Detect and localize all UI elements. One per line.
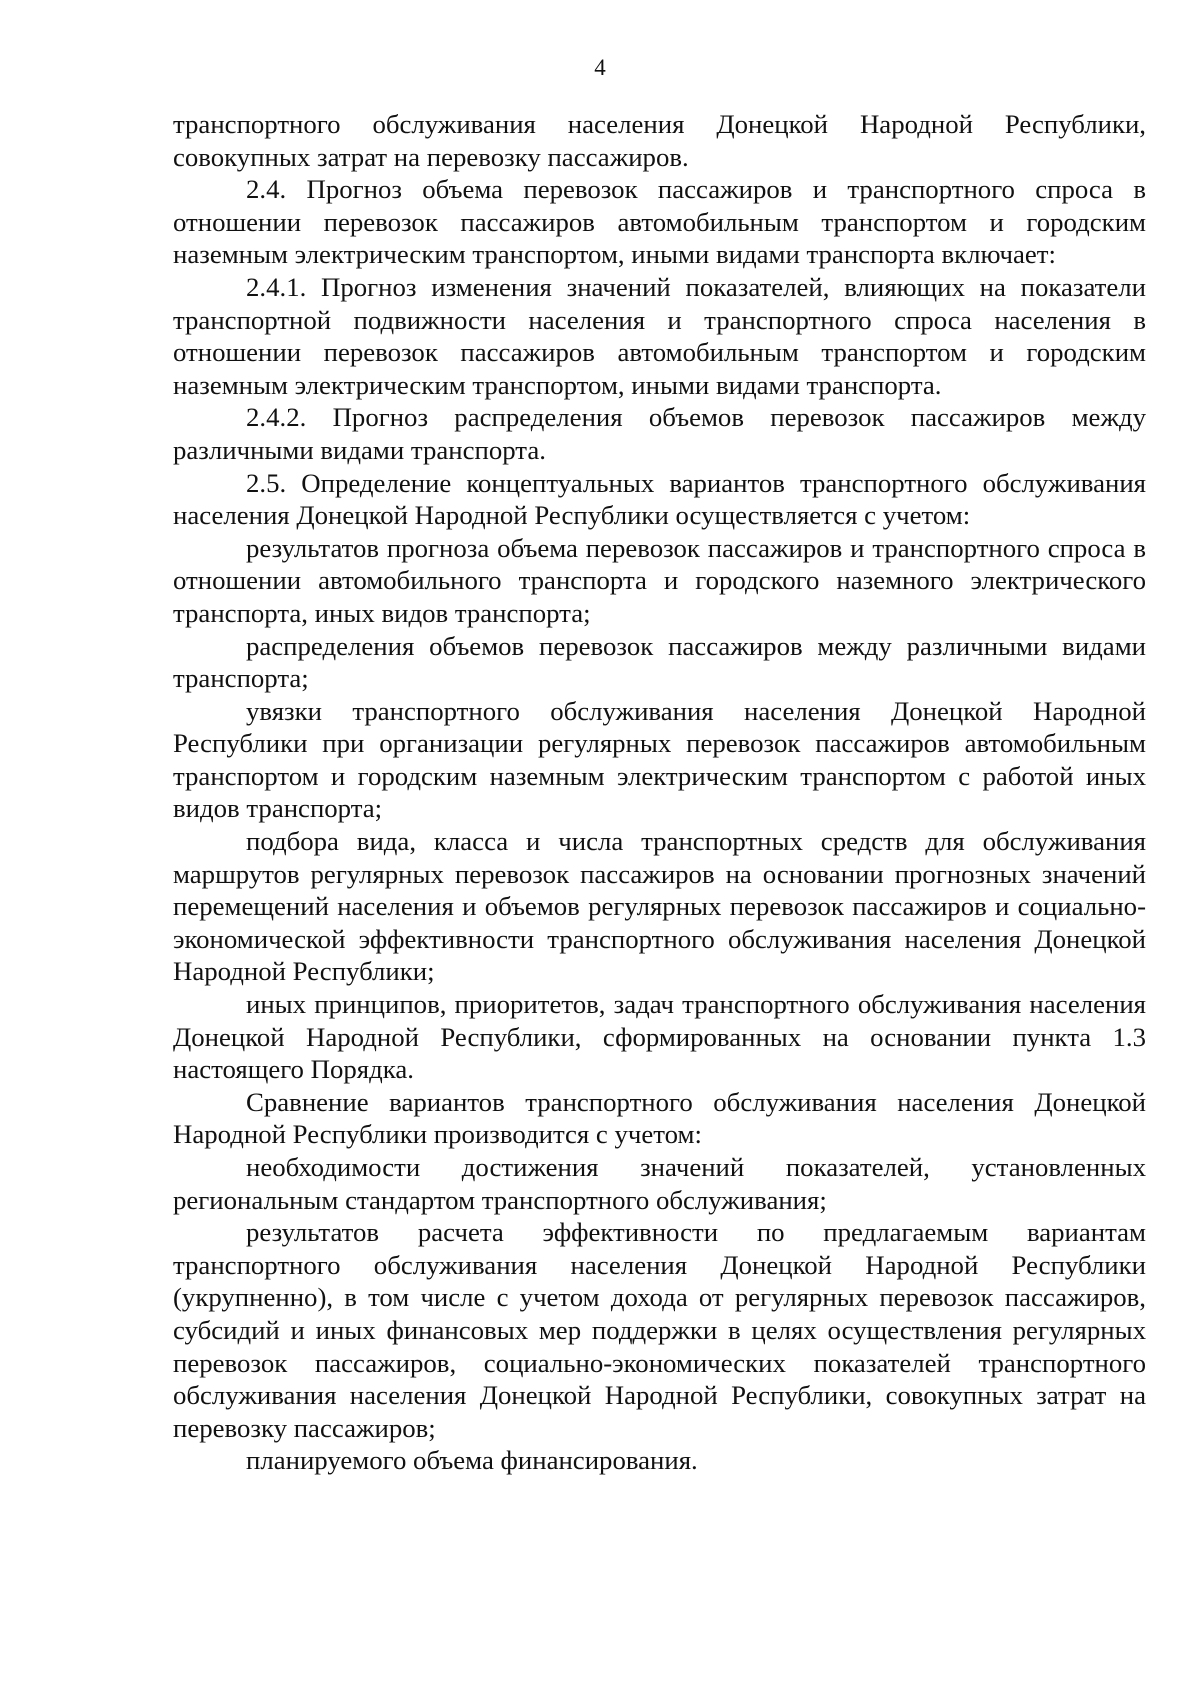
paragraph-2-4-1: 2.4.1. Прогноз изменения значений показателей, влияющих на показатели транспортной подвижности населения и транспортного спроса населения в отношении перевозок пассажиров автомобильным транспортом и городским наземным электрическим транспортом, иными видами транспорта.	[173, 271, 1146, 400]
list-item-forecast-results: результатов прогноза объема перевозок пассажиров и транспортного спроса в отношении автомобильного транспорта и городского наземного электрического транспорта, иных видов транспорта;	[173, 532, 1146, 628]
list-item-vehicle-selection: подбора вида, класса и числа транспортных средств для обслуживания маршрутов регулярных перевозок пассажиров на основании прогнозных значений перемещений населения и объемов регулярных перевозок пассажиров и социально-экономической эффективности транспортного обслуживания населения Донецкой Народной Республики;	[173, 826, 1146, 987]
list-item-volume-distribution: распределения объемов перевозок пассажиров между различными видами транспорта;	[173, 630, 1146, 694]
paragraph-2-4: 2.4. Прогноз объема перевозок пассажиров и транспортного спроса в отношении перевозок пассажиров автомобильным транспортом и городским наземным электрическим транспортом, иными видами транспорта включает:	[173, 174, 1146, 270]
paragraph-2-5: 2.5. Определение концептуальных вариантов транспортного обслуживания населения Донецкой Народной Республики осуществляется с учетом:	[173, 467, 1146, 531]
page-number: 4	[594, 55, 606, 80]
document-body	[173, 108, 1146, 1477]
list-item-other-principles: иных принципов, приоритетов, задач транспортного обслуживания населения Донецкой Народной Республики, сформированных на основании пункта 1.3 настоящего Порядка.	[173, 989, 1146, 1085]
paragraph-continuation: транспортного обслуживания населения Донецкой Народной Республики, совокупных затрат на перевозку пассажиров.	[173, 109, 1146, 172]
list-item-funding-volume: планируемого объема финансирования.	[246, 1445, 698, 1476]
list-item-indicator-targets: необходимости достижения значений показателей, установленных региональным стандартом транспортного обслуживания;	[173, 1152, 1146, 1215]
list-item-efficiency-results: результатов расчета эффективности по предлагаемым вариантам транспортного обслуживания населения Донецкой Народной Республики (укрупненно), в том числе с учетом дохода от регулярных перевозок пассажиров, субсидий и иных финансовых мер поддержки в целях осуществления регулярных перевозок пассажиров, социально-экономических показателей транспортного обслуживания населения Донецкой Народной Республики, совокупных затрат на перевозку пассажиров;	[173, 1217, 1146, 1443]
paragraph-2-4-2: 2.4.2. Прогноз распределения объемов перевозок пассажиров между различными видами транспорта.	[173, 402, 1146, 465]
paragraph-comparison: Сравнение вариантов транспортного обслуживания населения Донецкой Народной Республики производится с учетом:	[173, 1086, 1146, 1150]
list-item-service-linkage: увязки транспортного обслуживания населения Донецкой Народной Республики при организации регулярных перевозок пассажиров автомобильным транспортом и городским наземным электрическим транспортом с работой иных видов транспорта;	[173, 695, 1146, 824]
